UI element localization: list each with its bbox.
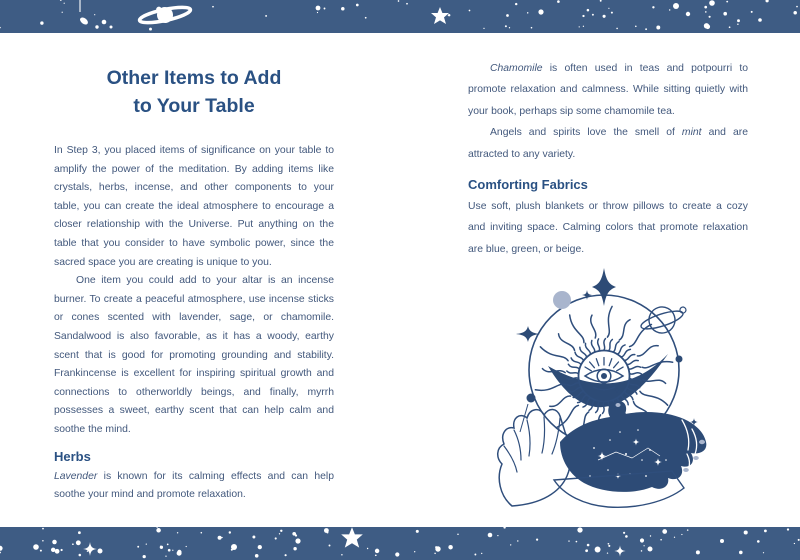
orbit-dot <box>527 394 536 403</box>
star-dot <box>177 532 178 533</box>
star-dot <box>327 532 329 534</box>
star-dot <box>341 7 345 11</box>
star-dot <box>641 550 643 552</box>
star-dot <box>61 549 63 551</box>
page-title <box>54 64 334 120</box>
page-title-line1: Other Items to Add <box>106 67 282 89</box>
chamomile-text: is often used in teas and potpourri to promote relaxation and calmness. While sitting quietly with your book, perhaps sip some chamomile tea. <box>468 63 748 117</box>
star-dot <box>94 14 95 15</box>
star-dot <box>375 549 379 553</box>
star-dot <box>255 554 259 558</box>
italic-chamomile: Chamomile <box>490 63 543 74</box>
saturn-planet-icon <box>637 300 691 340</box>
star-dot <box>536 538 538 540</box>
star-dot <box>582 15 584 17</box>
star-dot <box>681 534 682 535</box>
star-dot <box>52 540 57 545</box>
star-dot <box>160 546 163 549</box>
star-dot <box>375 554 377 556</box>
star-dot <box>167 544 169 546</box>
fingernail <box>683 468 689 472</box>
star-dot <box>625 535 628 538</box>
star-dot <box>95 25 98 28</box>
star-dot <box>787 528 789 530</box>
star-dot <box>737 23 738 24</box>
star-dot <box>212 6 214 8</box>
star-dot <box>720 539 724 543</box>
fingernail <box>699 440 705 444</box>
star-dot <box>737 19 740 22</box>
angels-text-after: and are attracted to any variety. <box>468 127 748 160</box>
angels-text-before: Angels and spirits love the smell of <box>490 127 682 139</box>
star-dot <box>510 544 511 545</box>
star-dot <box>356 4 359 7</box>
star-dot <box>527 12 528 13</box>
star-dot <box>704 23 709 28</box>
star-dot <box>40 21 43 24</box>
star-dot <box>794 543 795 544</box>
star-dot <box>156 528 161 533</box>
star-dot <box>295 534 297 536</box>
star-dot <box>265 15 267 17</box>
section-heading-comforting-fabrics: Comforting Fabrics <box>468 177 588 193</box>
star-dot <box>579 26 580 27</box>
orbit-dot <box>676 356 683 363</box>
star-dot <box>608 545 610 547</box>
star-dot <box>42 528 44 530</box>
star-dot <box>448 545 452 549</box>
star-dot <box>729 26 731 28</box>
star-dot <box>143 555 146 558</box>
star-dot <box>757 540 760 543</box>
bottom-border-band <box>0 527 800 560</box>
star-dot <box>764 529 767 532</box>
star-dot <box>435 546 440 551</box>
star-dot <box>623 532 625 534</box>
star-dot <box>744 530 748 534</box>
star-dot <box>595 547 601 553</box>
star-dot <box>293 547 296 550</box>
star-dot <box>483 28 484 29</box>
star-dot <box>186 546 187 547</box>
pupil <box>601 373 607 379</box>
planet-icon <box>553 291 571 309</box>
star-dot <box>55 549 60 554</box>
star-dot <box>608 543 610 545</box>
star-dot <box>793 11 797 15</box>
star-dot <box>796 6 798 8</box>
star-dot <box>506 14 509 17</box>
star-dot <box>98 549 103 554</box>
star-dot <box>365 17 367 19</box>
star-dot <box>78 531 81 534</box>
star-dot <box>252 536 255 539</box>
star-dot <box>416 530 419 533</box>
star-dot <box>538 9 543 14</box>
star-dot <box>652 6 654 8</box>
star-dot <box>102 20 107 25</box>
star-dot <box>229 531 231 533</box>
star-dot <box>739 551 743 555</box>
star-dot <box>434 553 435 554</box>
star-dot <box>674 537 675 538</box>
star-dot <box>76 540 81 545</box>
top-border-starfield <box>0 0 800 33</box>
star-dot <box>481 553 482 554</box>
star-dot <box>316 6 321 11</box>
fingernail <box>693 456 699 460</box>
star-dot <box>341 554 343 556</box>
star-dot <box>469 10 471 12</box>
star-dot <box>87 551 88 552</box>
star-dot <box>42 540 44 542</box>
star-dot <box>723 12 727 16</box>
star-dot <box>616 28 618 30</box>
star-dot <box>280 530 282 532</box>
body-paragraph-step3: In Step 3, you placed items of significance on your table to amplify the power of the meditation. By adding items like crystals, herbs, incense, and other components to your table, you can create the ideal atmosphere to encourage a closer relationship with the Universe. Put anything on the table that you consider to have symbolic power, since the sacred space you are creating is unique to you. <box>54 145 334 268</box>
star-dot <box>696 550 700 554</box>
star-dot <box>110 26 113 29</box>
star-dot <box>557 0 560 3</box>
star-dot <box>137 546 139 548</box>
star-dot <box>62 12 63 13</box>
star-dot <box>517 540 518 541</box>
star-dot <box>704 6 707 9</box>
lavender-text: is known for its calming effects and can help soothe your mind and promote relaxation. <box>54 470 334 501</box>
star-dot <box>64 3 65 4</box>
star-dot <box>317 12 318 13</box>
star-dot <box>608 8 609 9</box>
star-dot <box>531 27 533 29</box>
star-dot <box>221 537 222 538</box>
page-title-line2: to Your Table <box>133 95 255 117</box>
star-dot <box>587 9 590 12</box>
italic-mint: mint <box>681 127 702 139</box>
star-dot <box>660 539 662 541</box>
star-dot <box>635 26 637 28</box>
star-dot <box>669 9 670 10</box>
star-dot <box>285 554 287 556</box>
section-heading-herbs: Herbs <box>54 448 91 464</box>
star-dot <box>177 551 182 556</box>
star-dot <box>505 25 507 27</box>
bottom-border-starfield <box>0 527 800 560</box>
italic-lavender: Lavender <box>54 470 98 482</box>
star-dot <box>165 556 166 557</box>
star-dot <box>585 549 588 552</box>
star-dot <box>650 535 651 536</box>
star-dot <box>146 543 147 544</box>
star-dot <box>709 0 715 6</box>
star-dot <box>79 554 82 557</box>
star-dot <box>587 544 590 547</box>
star-dot <box>763 552 764 553</box>
star-dot <box>515 3 517 5</box>
star-dot <box>603 15 606 18</box>
star-dot <box>798 539 800 541</box>
star-dot <box>497 535 498 536</box>
star-dot <box>592 14 594 16</box>
star-dot <box>758 18 762 22</box>
sparkle-icon <box>592 268 616 306</box>
star-dot <box>583 26 584 27</box>
star-dot <box>448 14 450 16</box>
body-paragraph-angels <box>468 122 748 165</box>
star-dot <box>656 26 660 30</box>
star-dot <box>673 3 679 9</box>
star-dot <box>577 527 582 532</box>
star-dot <box>72 543 74 545</box>
body-paragraph-incense: One item you could add to your altar is an incense burner. To create a peaceful atmosphere, use incense sticks or cones scented with lavender, sage, or chamomile. Sandalwood is also favorable, as it has a woody, earthy scent that is good for promoting grounding and stability. Frankincense is excellent for inspiring spiritual growth and connections to otherworldly beings, and finally, myrrh possesses a sweet, earthy scent that can help calm and soothe the mind. <box>54 275 334 435</box>
star-dot <box>275 537 277 539</box>
star-dot <box>488 533 493 538</box>
star-dot <box>258 545 262 549</box>
sparkle-icon <box>516 326 540 342</box>
top-border-band <box>0 0 800 33</box>
star-dot <box>648 547 653 552</box>
star-dot <box>662 529 667 534</box>
star-dot <box>168 549 171 552</box>
star-dot <box>645 28 647 30</box>
star-dot <box>457 533 459 535</box>
star-dot <box>406 3 408 5</box>
star-dot <box>643 545 644 546</box>
right-page <box>468 58 748 260</box>
star-dot <box>474 554 476 556</box>
star-dot <box>33 544 39 550</box>
star-dot <box>576 541 578 543</box>
star-dot <box>568 540 569 541</box>
star-dot <box>231 544 237 550</box>
star-dot <box>611 12 613 14</box>
thumbnail <box>616 403 621 407</box>
star-dot <box>367 548 368 549</box>
star-dot <box>172 550 173 551</box>
star-dot <box>751 11 753 13</box>
star-dot <box>324 8 326 10</box>
star-dot <box>329 545 331 547</box>
star-dot <box>686 12 690 16</box>
star-dot <box>295 538 300 543</box>
left-page <box>54 58 334 505</box>
body-paragraph-chamomile <box>468 58 748 122</box>
body-paragraph-lavender <box>54 468 334 505</box>
star-dot <box>509 27 510 28</box>
star-dot <box>640 538 644 542</box>
star-dot <box>414 551 415 552</box>
star-dot <box>201 532 203 534</box>
star-dot <box>607 552 608 553</box>
star-dot <box>687 529 688 530</box>
star-dot <box>40 550 42 552</box>
star-dot <box>218 536 222 540</box>
star-dot <box>726 1 728 3</box>
star-dot <box>709 16 711 18</box>
star-dot <box>705 11 707 13</box>
celestial-sun-eye-illustration <box>490 264 722 516</box>
star-dot <box>398 0 400 2</box>
body-paragraph-fabrics: Use soft, plush blankets or throw pillows to create a cozy and inviting space. Calming colors that promote relaxation are blue, green, or beige. <box>468 201 748 255</box>
star-dot <box>149 28 152 31</box>
star-dot <box>279 533 280 534</box>
star-dot <box>395 552 399 556</box>
outlined-hand-icon <box>498 409 571 506</box>
